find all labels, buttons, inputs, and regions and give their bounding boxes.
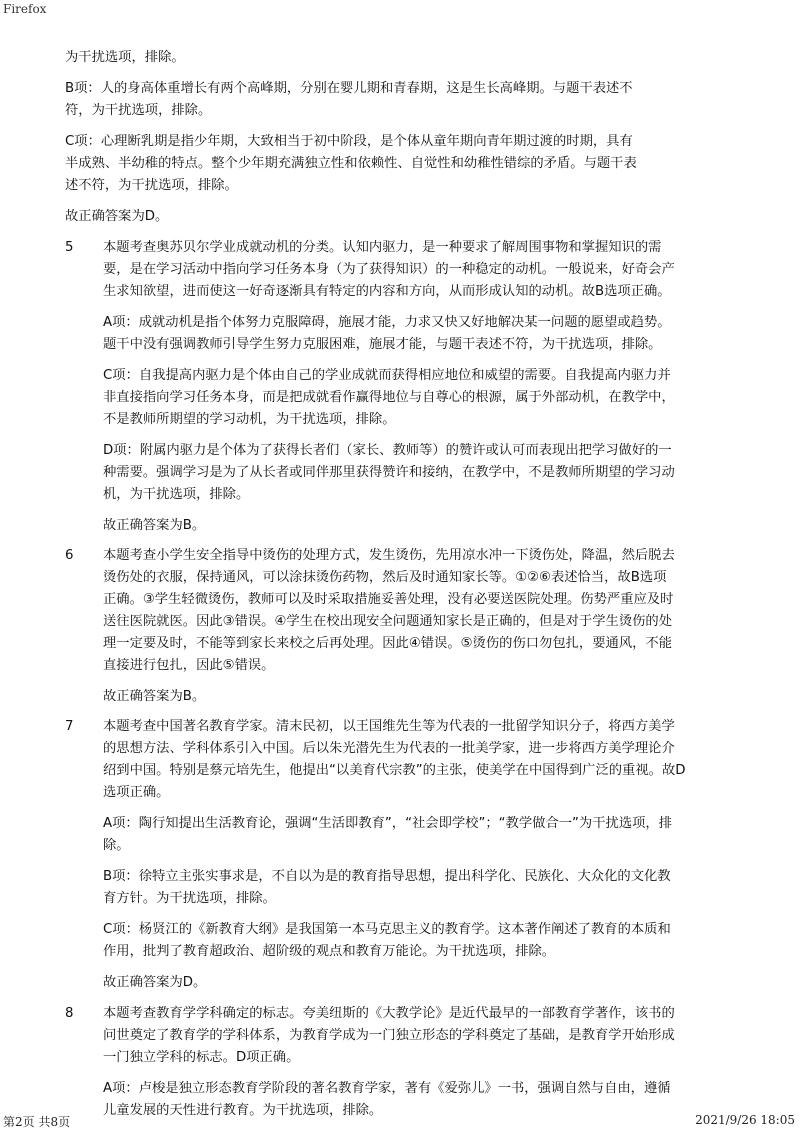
text-line: D项：附属内驱力是个体为了获得长者们（家长、教师等）的赞许或认可而表现出把学习做好的一 [103, 443, 672, 458]
text-line: 本题考查小学生安全指导中烫伤的处理方式，发生烫伤，先用凉水冲一下烫伤处，降温，然后脱去 [103, 548, 675, 563]
answer-line: 故正确答案为D。 [103, 975, 207, 990]
text-line: 选项正确。 [103, 785, 170, 800]
text-line: 送往医院就医。因此③错误。④学生在校出现安全问题通知家长是正确的，但是对于学生烫伤的处 [103, 614, 673, 629]
text-line: A项：卢梭是独立形态教育学阶段的著名教育学家，著有《爱弥儿》一书，强调自然与自由，遵循 [103, 1081, 671, 1096]
text-line: 育方针。为干扰选项，排除。 [103, 891, 276, 906]
text-line: 烫伤处的衣服，保持通风，可以涂抹烫伤药物，然后及时通知家长等。①②⑥表述恰当，故B选项 [103, 570, 667, 585]
text-line: 非直接指向学习任务本身，而是把成就看作赢得地位与自尊心的根源，属于外部动机，在教学中， [103, 390, 675, 405]
text-line: 题干中没有强调教师引导学生努力克服困难，施展才能，与题干表述不符，为干扰选项，排除。 [103, 337, 662, 352]
question-number: 7 [65, 719, 74, 734]
text-line: 本题考查教育学学科确定的标志。夸美纽斯的《大教学论》是近代最早的一部教育学著作，该书的 [103, 1006, 675, 1021]
text-line: 一门独立学科的标志。D项正确。 [103, 1050, 300, 1065]
browser-title: Firefox [3, 2, 47, 16]
text-line: 问世奠定了教育学的学科体系，为教育学成为一门独立形态的学科奠定了基础，是教育学开始形成 [103, 1028, 675, 1043]
text-line: 除。 [103, 838, 130, 853]
text-line: 半成熟、半幼稚的特点。整个少年期充满独立性和依赖性、自觉性和幼稚性错综的矛盾。与题干表 [65, 156, 637, 171]
text-line: 本题考查中国著名教育学家。清末民初，以王国维先生等为代表的一批留学知识分子，将西方美学 [103, 719, 675, 734]
text-line: 述不符，为干扰选项，排除。 [65, 178, 238, 193]
answer-line: 故正确答案为B。 [103, 518, 206, 533]
text-line: A项：成就动机是指个体努力克服障碍，施展才能，力求又快又好地解决某一问题的愿望或趋势。 [103, 315, 671, 330]
question-number: 6 [65, 548, 74, 563]
text-line: 的思想方法、学科体系引入中国。后以朱光潜先生为代表的一批美学家，进一步将西方美学理论介 [103, 741, 675, 756]
text-line: 生求知欲望，进而使这一好奇逐渐具有特定的内容和方向，从而形成认知的动机。故B选项正确。 [103, 284, 671, 299]
text-line: 理一定要及时，不能等到家长来校之后再处理。因此④错误。⑤烫伤的伤口勿包扎，要通风，不能 [103, 636, 673, 651]
text-line: 本题考查奥苏贝尔学业成就动机的分类。认知内驱力，是一种要求了解周围事物和掌握知识的需 [103, 240, 662, 255]
page-number: 第2页 共8页 [3, 1115, 71, 1129]
answer-line: 故正确答案为B。 [103, 689, 206, 704]
text-line: 种需要。强调学习是为了从长者或同伴那里获得赞许和接纳，在教学中，不是教师所期望的学习动 [103, 465, 675, 480]
text-line: 绍到中国。特别是蔡元培先生，他提出“以美育代宗教”的主张，使美学在中国得到广泛的重视。故D [103, 763, 686, 778]
text-line: C项：杨贤江的《新教育大纲》是我国第一本马克思主义的教育学。这本著作阐述了教育的本质和 [103, 922, 671, 937]
text-line: C项：自我提高内驱力是个体由自己的学业成就而获得相应地位和威望的需要。自我提高内驱力并 [103, 368, 671, 383]
answer-line: 故正确答案为D。 [65, 209, 169, 224]
text-line: C项：心理断乳期是指少年期，大致相当于初中阶段，是个体从童年期向青年期过渡的时期，具有 [65, 134, 633, 149]
text-line: 儿童发展的天性进行教育。为干扰选项，排除。 [103, 1103, 383, 1118]
text-line: 不是教师所期望的学习动机，为干扰选项，排除。 [103, 412, 396, 427]
text-line: 机，为干扰选项，排除。 [103, 487, 250, 502]
text-line: 直接进行包扎，因此⑤错误。 [103, 658, 275, 673]
text-line: 要，是在学习活动中指向学习任务本身（为了获得知识）的一种稳定的动机。一般说来，好奇会产 [103, 262, 675, 277]
question-number: 8 [65, 1006, 74, 1021]
text-line: 为干扰选项，排除。 [65, 50, 185, 65]
text-line: B项：人的身高体重增长有两个高峰期，分别在婴儿期和青春期，这是生长高峰期。与题干表述不 [65, 81, 633, 96]
text-line: A项：陶行知提出生活教育论，强调“生活即教育”，“社会即学校”；“教学做合一”为干扰选项，排 [103, 816, 673, 831]
text-line: 正确。③学生轻微烫伤，教师可以及时采取措施妥善处理，没有必要送医院处理。伤势严重应及时 [103, 592, 674, 607]
text-line: 作用，批判了教育超政治、超阶级的观点和教育万能论。为干扰选项，排除。 [103, 944, 556, 959]
print-datetime: 2021/9/26 18:05 [695, 1113, 795, 1127]
text-line: 符，为干扰选项，排除。 [65, 103, 212, 118]
text-line: B项：徐特立主张实事求是，不自以为是的教育指导思想，提出科学化、民族化、大众化的文化教 [103, 869, 671, 884]
question-number: 5 [65, 240, 74, 255]
